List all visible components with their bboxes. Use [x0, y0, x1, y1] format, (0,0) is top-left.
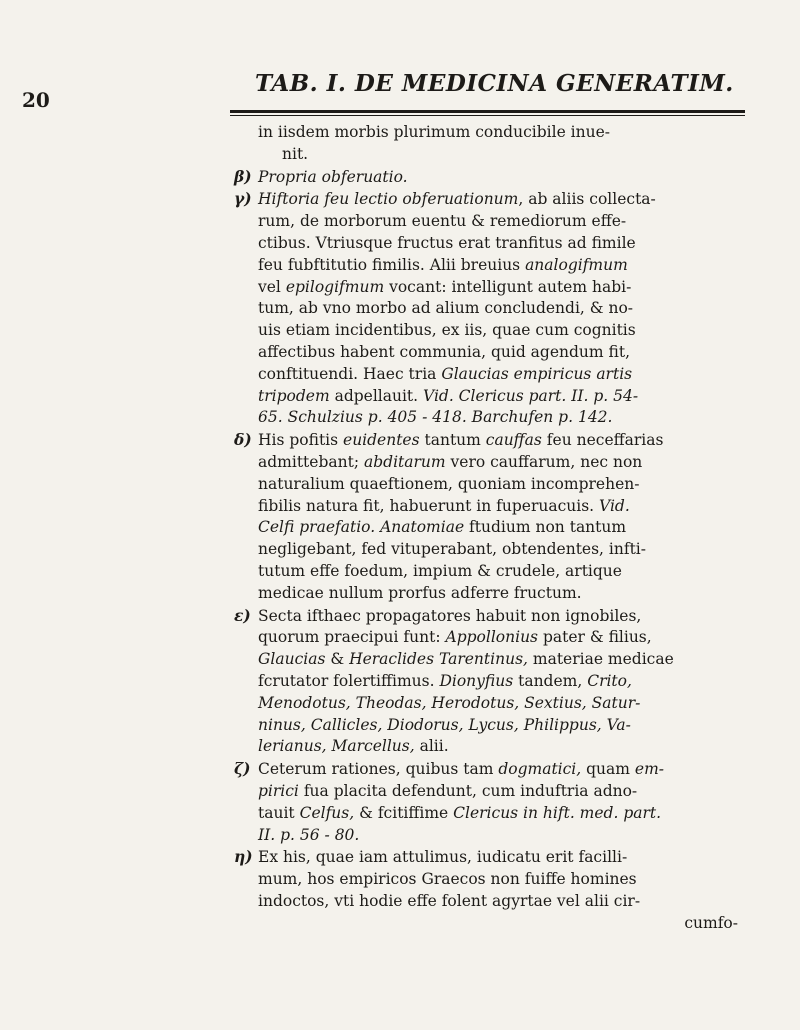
- text-run: ninus, Callicles, Diodorus, Lycus, Philippus, Va-: [258, 715, 631, 734]
- text-line: [234, 758, 758, 781]
- text-line: [258, 211, 758, 233]
- text-line: [258, 583, 758, 605]
- paragraph-marker: β): [234, 166, 252, 186]
- text-run: naturalium quaeftionem, quoniam incomprehen-: [258, 474, 640, 493]
- text-line: [258, 144, 758, 166]
- text-run: nit.: [282, 144, 309, 163]
- text-run: uis etiam incidentibus, ex iis, quae cum cognitis: [258, 321, 636, 340]
- text-run: vocant: intelligunt autem habi-: [384, 277, 632, 296]
- text-line: [234, 605, 758, 628]
- paragraph: [258, 122, 758, 166]
- text-line: [258, 386, 758, 408]
- text-line: [258, 298, 758, 320]
- paragraph: [234, 758, 758, 846]
- text-line: [258, 561, 758, 583]
- text-line: [234, 846, 758, 869]
- text-run: ftudium non tantum: [464, 518, 627, 537]
- page-number: 20: [22, 88, 50, 112]
- text-line: [258, 342, 758, 364]
- text-line: [258, 407, 758, 429]
- paragraph-marker: ζ): [234, 759, 251, 779]
- text-run: conftituendi. Haec tria: [258, 364, 442, 383]
- text-run: fibilis natura fit, habuerunt in fuperuacuis.: [258, 496, 600, 515]
- paragraph: [234, 846, 758, 912]
- text-line: [258, 122, 758, 144]
- text-run: epilogifmum: [285, 277, 385, 296]
- text-run: tripodem: [258, 386, 330, 405]
- text-run: & fcitiffime: [354, 803, 454, 822]
- text-run: materiae medicae: [527, 650, 674, 669]
- running-title: TAB. I. DE MEDICINA GENERATIM.: [255, 70, 734, 97]
- text-line: [258, 277, 758, 299]
- text-run: Clericus in hift. med. part.: [453, 803, 662, 822]
- text-run: pater & filius,: [538, 628, 652, 647]
- text-run: tutum effe foedum, impium & crudele, artique: [258, 561, 622, 580]
- text-run: abditarum: [363, 452, 446, 471]
- text-line: [258, 649, 758, 671]
- text-line: [258, 496, 758, 518]
- text-line: [234, 429, 758, 452]
- paragraph: [234, 605, 758, 759]
- text-line: [258, 539, 758, 561]
- header-rule-thin: [230, 115, 745, 116]
- text-run: negligebant, fed vituperabant, obtendentes, infti-: [258, 540, 646, 559]
- text-run: Vid.: [599, 496, 630, 515]
- body-text: [234, 122, 758, 934]
- text-run: dogmatici,: [498, 760, 582, 779]
- text-run: quorum praecipui funt:: [258, 628, 446, 647]
- text-run: Celfi praefatio. Anatomiae: [258, 518, 465, 537]
- text-run: Menodotus, Theodas, Herodotus, Sextius, Satur-: [258, 693, 641, 712]
- text-line: [258, 803, 758, 825]
- text-run: Vid. Clericus part. II. p. 54-: [423, 386, 639, 405]
- text-run: Propria obferuatio.: [258, 167, 408, 186]
- text-run: vero cauffarum, nec non: [445, 452, 643, 471]
- text-line: [258, 517, 758, 539]
- text-run: His pofitis: [258, 431, 344, 450]
- text-line: [258, 825, 758, 847]
- text-run: mum, hos empiricos Graecos non fuiffe homines: [258, 870, 637, 889]
- text-run: em-: [634, 760, 665, 779]
- text-run: tantum: [419, 431, 486, 450]
- text-run: Glaucias: [258, 650, 326, 669]
- text-run: pirici: [258, 781, 299, 800]
- text-run: fua placita defendunt, cum induftria adno-: [298, 781, 638, 800]
- text-run: alii.: [414, 737, 449, 756]
- text-run: lerianus, Marcellus,: [258, 737, 415, 756]
- text-run: Secta ifthaec propagatores habuit non ignobiles,: [258, 606, 642, 625]
- text-run: in iisdem morbis plurimum conducibile inue-: [258, 123, 610, 141]
- catchword: cumfo-: [684, 913, 738, 932]
- paragraph-marker: γ): [234, 189, 252, 209]
- text-run: analogifmum: [525, 255, 628, 274]
- text-run: medicae nullum prorfus adferre fructum.: [258, 583, 582, 602]
- paragraph: [234, 166, 758, 189]
- text-line: [258, 671, 758, 693]
- text-line: [258, 452, 758, 474]
- paragraph: [234, 429, 758, 604]
- text-run: Ceterum rationes, quibus tam: [258, 760, 499, 779]
- text-run: tum, ab vno morbo ad alium concludendi, & no-: [258, 299, 634, 318]
- text-line: [258, 715, 758, 737]
- text-run: rum, de morborum euentu & remediorum effe-: [258, 212, 627, 231]
- text-run: Dionyfius: [439, 671, 514, 690]
- header-rule: [230, 110, 745, 113]
- text-line: [258, 891, 758, 913]
- text-run: Appollonius: [445, 628, 539, 647]
- text-line: [258, 736, 758, 758]
- text-run: quam: [581, 760, 635, 779]
- text-run: , ab aliis collecta-: [518, 190, 656, 209]
- text-run: cauffas: [485, 431, 542, 450]
- text-run: tandem,: [513, 671, 588, 690]
- text-line: [258, 233, 758, 255]
- paragraph-marker: δ): [234, 430, 252, 450]
- text-run: Hiftoria feu lectio obferuationum: [258, 190, 519, 209]
- text-line: [258, 364, 758, 386]
- text-run: tauit: [258, 803, 300, 822]
- text-run: euidentes: [343, 431, 420, 450]
- text-run: II. p. 56 - 80.: [258, 825, 360, 844]
- text-run: Ex his, quae iam attulimus, iudicatu erit facilli-: [258, 848, 628, 867]
- paragraph-marker: η): [234, 847, 253, 867]
- text-run: Crito,: [587, 671, 632, 690]
- text-line: [258, 320, 758, 342]
- text-line: [234, 166, 758, 189]
- text-line: [258, 781, 758, 803]
- text-line: [258, 627, 758, 649]
- text-run: Celfus,: [299, 803, 355, 822]
- text-run: feu fubftitutio fimilis. Alii breuius: [258, 255, 526, 274]
- paragraph: [234, 188, 758, 429]
- text-run: vel: [258, 277, 286, 296]
- text-run: &: [325, 650, 350, 669]
- text-line: [258, 255, 758, 277]
- text-run: Glaucias empiricus artis: [441, 364, 633, 383]
- text-run: admittebant;: [258, 452, 364, 471]
- text-run: affectibus habent communia, quid agendum fit,: [258, 342, 631, 361]
- text-run: 65. Schulzius p. 405 - 418. Barchufen p. 142.: [258, 408, 613, 427]
- text-run: Heraclides Tarentinus,: [349, 650, 528, 669]
- text-run: indoctos, vti hodie effe folent agyrtae vel alii cir-: [258, 891, 641, 910]
- text-run: feu neceffarias: [541, 431, 664, 450]
- text-line: [234, 188, 758, 211]
- paragraph-marker: ε): [234, 605, 251, 625]
- text-line: [258, 474, 758, 496]
- text-run: adpellauit.: [329, 386, 424, 405]
- text-run: fcrutator folertiffimus.: [258, 671, 440, 690]
- text-line: [258, 693, 758, 715]
- text-line: [258, 869, 758, 891]
- text-run: ctibus. Vtriusque fructus erat tranfitus ad fimile: [258, 233, 636, 252]
